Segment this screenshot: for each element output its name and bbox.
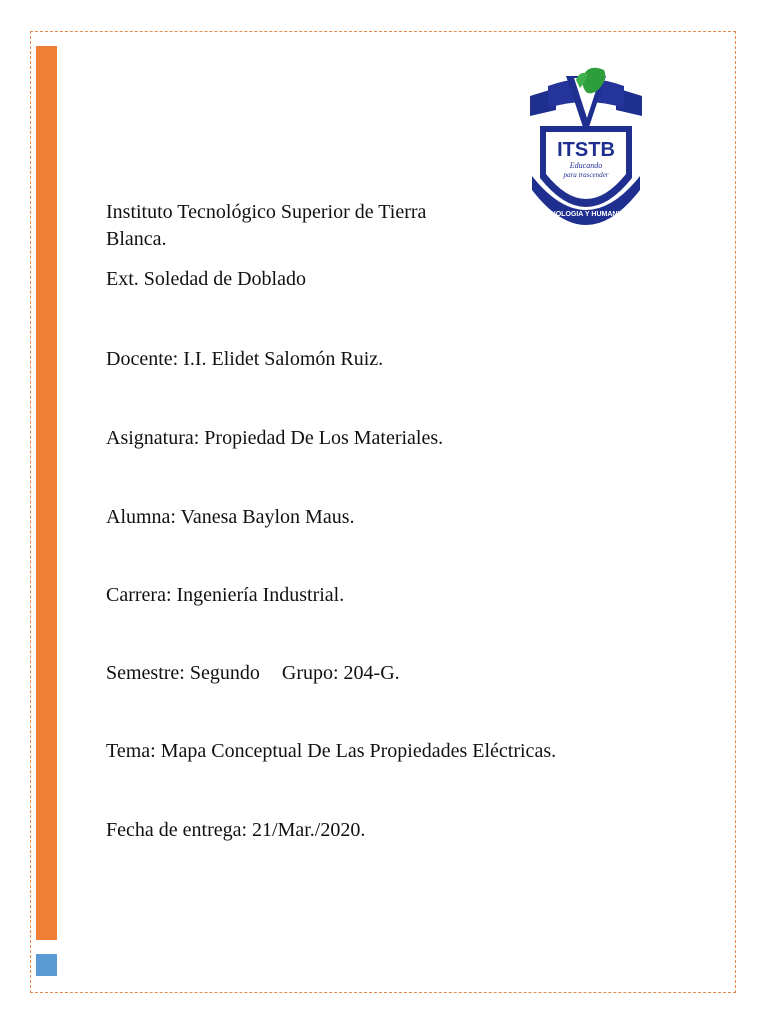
extension-line: Ext. Soledad de Doblado: [106, 268, 306, 290]
itstb-shield-logo-icon: [526, 66, 646, 228]
due-date-line: Fecha de entrega: 21/Mar./2020.: [106, 819, 366, 841]
teacher-line: Docente: I.I. Elidet Salomón Ruiz.: [106, 348, 384, 370]
institution-line-2: Blanca.: [106, 228, 167, 250]
student-line: Alumna: Vanesa Baylon Maus.: [106, 506, 355, 528]
blue-corner-block: [36, 954, 57, 976]
institution-line-1: Instituto Tecnológico Superior de Tierra: [106, 201, 427, 223]
logo-acronym: ITSTB: [557, 139, 615, 161]
career-line: Carrera: Ingeniería Industrial.: [106, 584, 345, 606]
topic-line: Tema: Mapa Conceptual De Las Propiedades Eléctricas.: [106, 740, 557, 762]
semester-text: Semestre: Segundo: [106, 662, 260, 684]
logo-ribbon-text: TECNOLOGIA Y HUMANISMO: [536, 211, 636, 218]
orange-side-bar: [36, 46, 57, 940]
group-text: Grupo: 204-G.: [281, 662, 400, 684]
semester-group-line: [106, 660, 400, 686]
subject-line: Asignatura: Propiedad De Los Materiales.: [106, 427, 444, 449]
logo-motto-line2: para trascender: [563, 171, 609, 179]
logo-motto-line1: Educando: [569, 161, 603, 170]
